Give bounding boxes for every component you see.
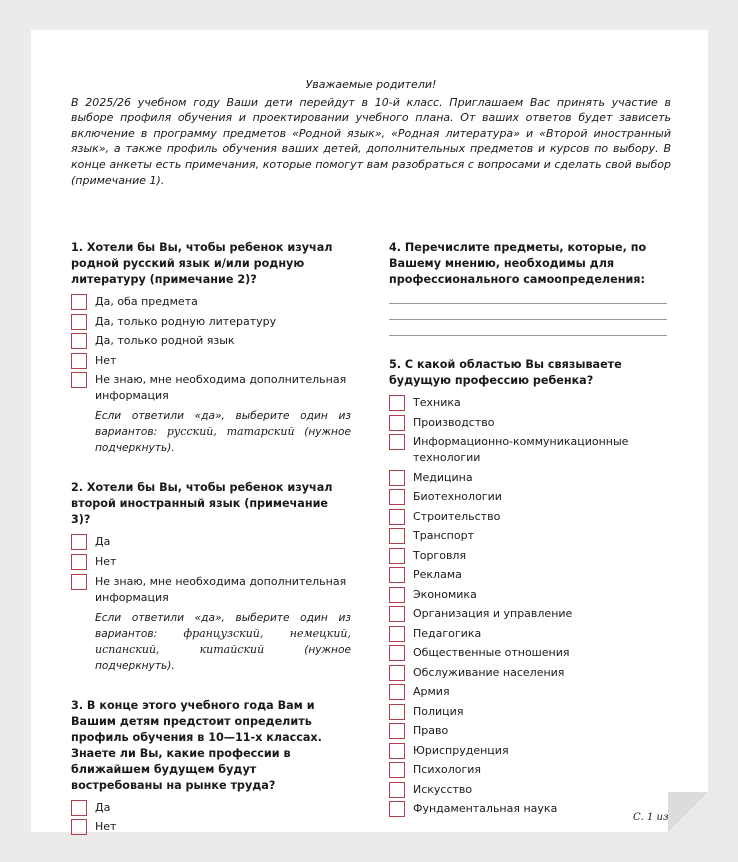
checkbox[interactable]: [71, 819, 87, 835]
checkbox[interactable]: [71, 314, 87, 330]
option-label: Информационно-коммуникационные технологии: [413, 435, 629, 464]
list-item[interactable]: [389, 415, 669, 431]
checkbox[interactable]: [71, 554, 87, 570]
list-item[interactable]: [71, 800, 351, 816]
list-item[interactable]: [389, 548, 669, 564]
checkbox[interactable]: [71, 372, 87, 388]
left-column: [71, 240, 351, 839]
checkbox[interactable]: [389, 415, 405, 431]
page-corner-fold: [668, 792, 708, 832]
list-item[interactable]: [389, 743, 669, 759]
list-item[interactable]: [71, 353, 351, 369]
list-item[interactable]: [389, 528, 669, 544]
note-alternatives[interactable]: французский, немецкий, испанский, китайский: [95, 626, 351, 656]
list-item[interactable]: [389, 567, 669, 583]
option-label: Организация и управление: [413, 607, 573, 620]
option-label: Медицина: [413, 470, 473, 484]
option-label: Да: [95, 800, 111, 814]
list-item[interactable]: [389, 645, 669, 661]
list-item[interactable]: [71, 819, 351, 835]
list-item[interactable]: [389, 704, 669, 720]
survey-page: [31, 30, 708, 832]
checkbox[interactable]: [71, 534, 87, 550]
list-item[interactable]: [389, 684, 669, 700]
checkbox[interactable]: [389, 548, 405, 564]
intro-section: [71, 77, 671, 188]
checkbox[interactable]: [389, 665, 405, 681]
answer-line[interactable]: [389, 319, 667, 320]
option-label: Педагогика: [413, 626, 482, 640]
checkbox[interactable]: [389, 645, 405, 661]
note-prefix: Если ответили «да», выберите один из вариантов:: [95, 611, 351, 640]
intro-title: Уважаемые родители!: [305, 78, 437, 91]
list-item[interactable]: [389, 723, 669, 739]
question-1-options: [71, 294, 351, 404]
list-item[interactable]: [389, 470, 669, 486]
option-label: Общественные отношения: [413, 646, 570, 659]
note-prefix: Если ответили «да», выберите один из вариантов:: [95, 410, 351, 439]
question-5: 5. С какой областью Вы связываете будущую профессию ребенка?: [389, 358, 622, 387]
question-1-note: [95, 408, 351, 456]
option-label: Нет: [95, 554, 117, 568]
option-label: Торговля: [413, 548, 467, 562]
checkbox[interactable]: [389, 395, 405, 411]
option-label: Нет: [95, 353, 117, 367]
list-item[interactable]: [389, 509, 669, 525]
option-label: Обслуживание населения: [413, 665, 565, 679]
option-label: Не знаю, мне необходима дополнительная информация: [95, 373, 347, 403]
checkbox[interactable]: [389, 587, 405, 603]
option-label: Реклама: [413, 568, 462, 581]
question-2-note: [95, 610, 351, 674]
option-label: Экономика: [413, 587, 477, 601]
checkbox[interactable]: [389, 723, 405, 739]
list-item[interactable]: [389, 587, 669, 603]
note-suffix: (нужное подчеркнуть).: [95, 643, 351, 672]
checkbox[interactable]: [389, 762, 405, 778]
list-item[interactable]: [71, 554, 351, 570]
checkbox[interactable]: [389, 567, 405, 583]
list-item[interactable]: [71, 333, 351, 349]
answer-line[interactable]: [389, 303, 667, 304]
option-label: Производство: [413, 415, 495, 429]
list-item[interactable]: [389, 782, 669, 798]
checkbox[interactable]: [389, 684, 405, 700]
checkbox[interactable]: [71, 800, 87, 816]
list-item[interactable]: [389, 762, 669, 778]
option-label: Не знаю, мне необходима дополнительная информация: [95, 574, 347, 604]
checkbox[interactable]: [389, 434, 405, 450]
list-item[interactable]: [71, 574, 351, 606]
option-label: Фундаментальная наука: [413, 802, 558, 815]
option-label: Техника: [413, 396, 461, 409]
checkbox[interactable]: [389, 626, 405, 642]
list-item[interactable]: [71, 372, 351, 404]
option-label: Искусство: [413, 782, 473, 796]
list-item[interactable]: [71, 314, 351, 330]
list-item[interactable]: [389, 606, 669, 622]
list-item[interactable]: [389, 626, 669, 642]
checkbox[interactable]: [71, 294, 87, 310]
option-label: Психология: [413, 763, 482, 776]
option-label: Да, оба предмета: [95, 295, 198, 308]
question-2: 2. Хотели бы Вы, чтобы ребенок изучал второй иностранный язык (примечание 3)?: [71, 481, 333, 527]
list-item[interactable]: [389, 489, 669, 505]
list-item[interactable]: [389, 434, 669, 466]
intro-text: В 2025/26 учебном году Ваши дети перейдут в 10-й класс. Приглашаем Вас принять участие в выборе профиля обучения и проектировании учебного плана. От ваших ответов будет зависеть включение в программу предметов «Родной язык», «Родная литература» и «Второй иностранный язык», а также профиль обучения ваших детей, дополнительных предметов и курсов по выбору. В конце анкеты есть примечания, которые помогут вам разобраться с вопросами и сделать свой выбор (примечание 1).: [71, 95, 671, 187]
checkbox[interactable]: [389, 489, 405, 505]
list-item[interactable]: [389, 665, 669, 681]
option-label: Биотехнологии: [413, 490, 502, 503]
note-suffix: (нужное подчеркнуть).: [95, 426, 351, 455]
list-item[interactable]: [389, 801, 669, 817]
checkbox[interactable]: [71, 574, 87, 590]
question-2-options: [71, 534, 351, 605]
checkbox[interactable]: [389, 528, 405, 544]
question-1: 1. Хотели бы Вы, чтобы ребенок изучал родной русский язык и/или родную литературу (примечание 2)?: [71, 241, 333, 286]
checkbox[interactable]: [71, 333, 87, 349]
option-label: Полиция: [413, 704, 464, 718]
option-label: Да: [95, 535, 111, 549]
checkbox[interactable]: [389, 470, 405, 486]
option-label: Нет: [95, 820, 117, 834]
question-4: 4. Перечислите предметы, которые, по Вашему мнению, необходимы для профессионального самоопределения:: [389, 241, 647, 286]
checkbox[interactable]: [389, 743, 405, 759]
checkbox[interactable]: [389, 801, 405, 817]
checkbox[interactable]: [389, 782, 405, 798]
note-alternatives[interactable]: русский, татарский: [166, 425, 295, 439]
list-item[interactable]: [71, 534, 351, 550]
question-3-options: [71, 800, 351, 836]
option-label: Право: [413, 724, 449, 737]
option-label: Транспорт: [413, 529, 474, 542]
checkbox[interactable]: [71, 353, 87, 369]
checkbox[interactable]: [389, 509, 405, 525]
page-number: С. 1 из 3: [633, 812, 678, 823]
option-label: Армия: [413, 685, 450, 698]
checkbox[interactable]: [389, 606, 405, 622]
question-5-options: [389, 395, 669, 817]
list-item[interactable]: [71, 294, 351, 310]
list-item[interactable]: [389, 395, 669, 411]
checkbox[interactable]: [389, 704, 405, 720]
option-label: Да, только родной язык: [95, 334, 235, 348]
option-label: Да, только родную литературу: [95, 314, 277, 328]
question-3: 3. В конце этого учебного года Вам и Вашим детям предстоит определить профиль обучения в 10—11-х классах. Знаете ли Вы, какие профессии в ближайшем будущем будут востребованы на рынке труда?: [71, 698, 322, 792]
right-column: [389, 240, 669, 821]
option-label: Строительство: [413, 509, 501, 523]
option-label: Юриспруденция: [413, 743, 509, 757]
